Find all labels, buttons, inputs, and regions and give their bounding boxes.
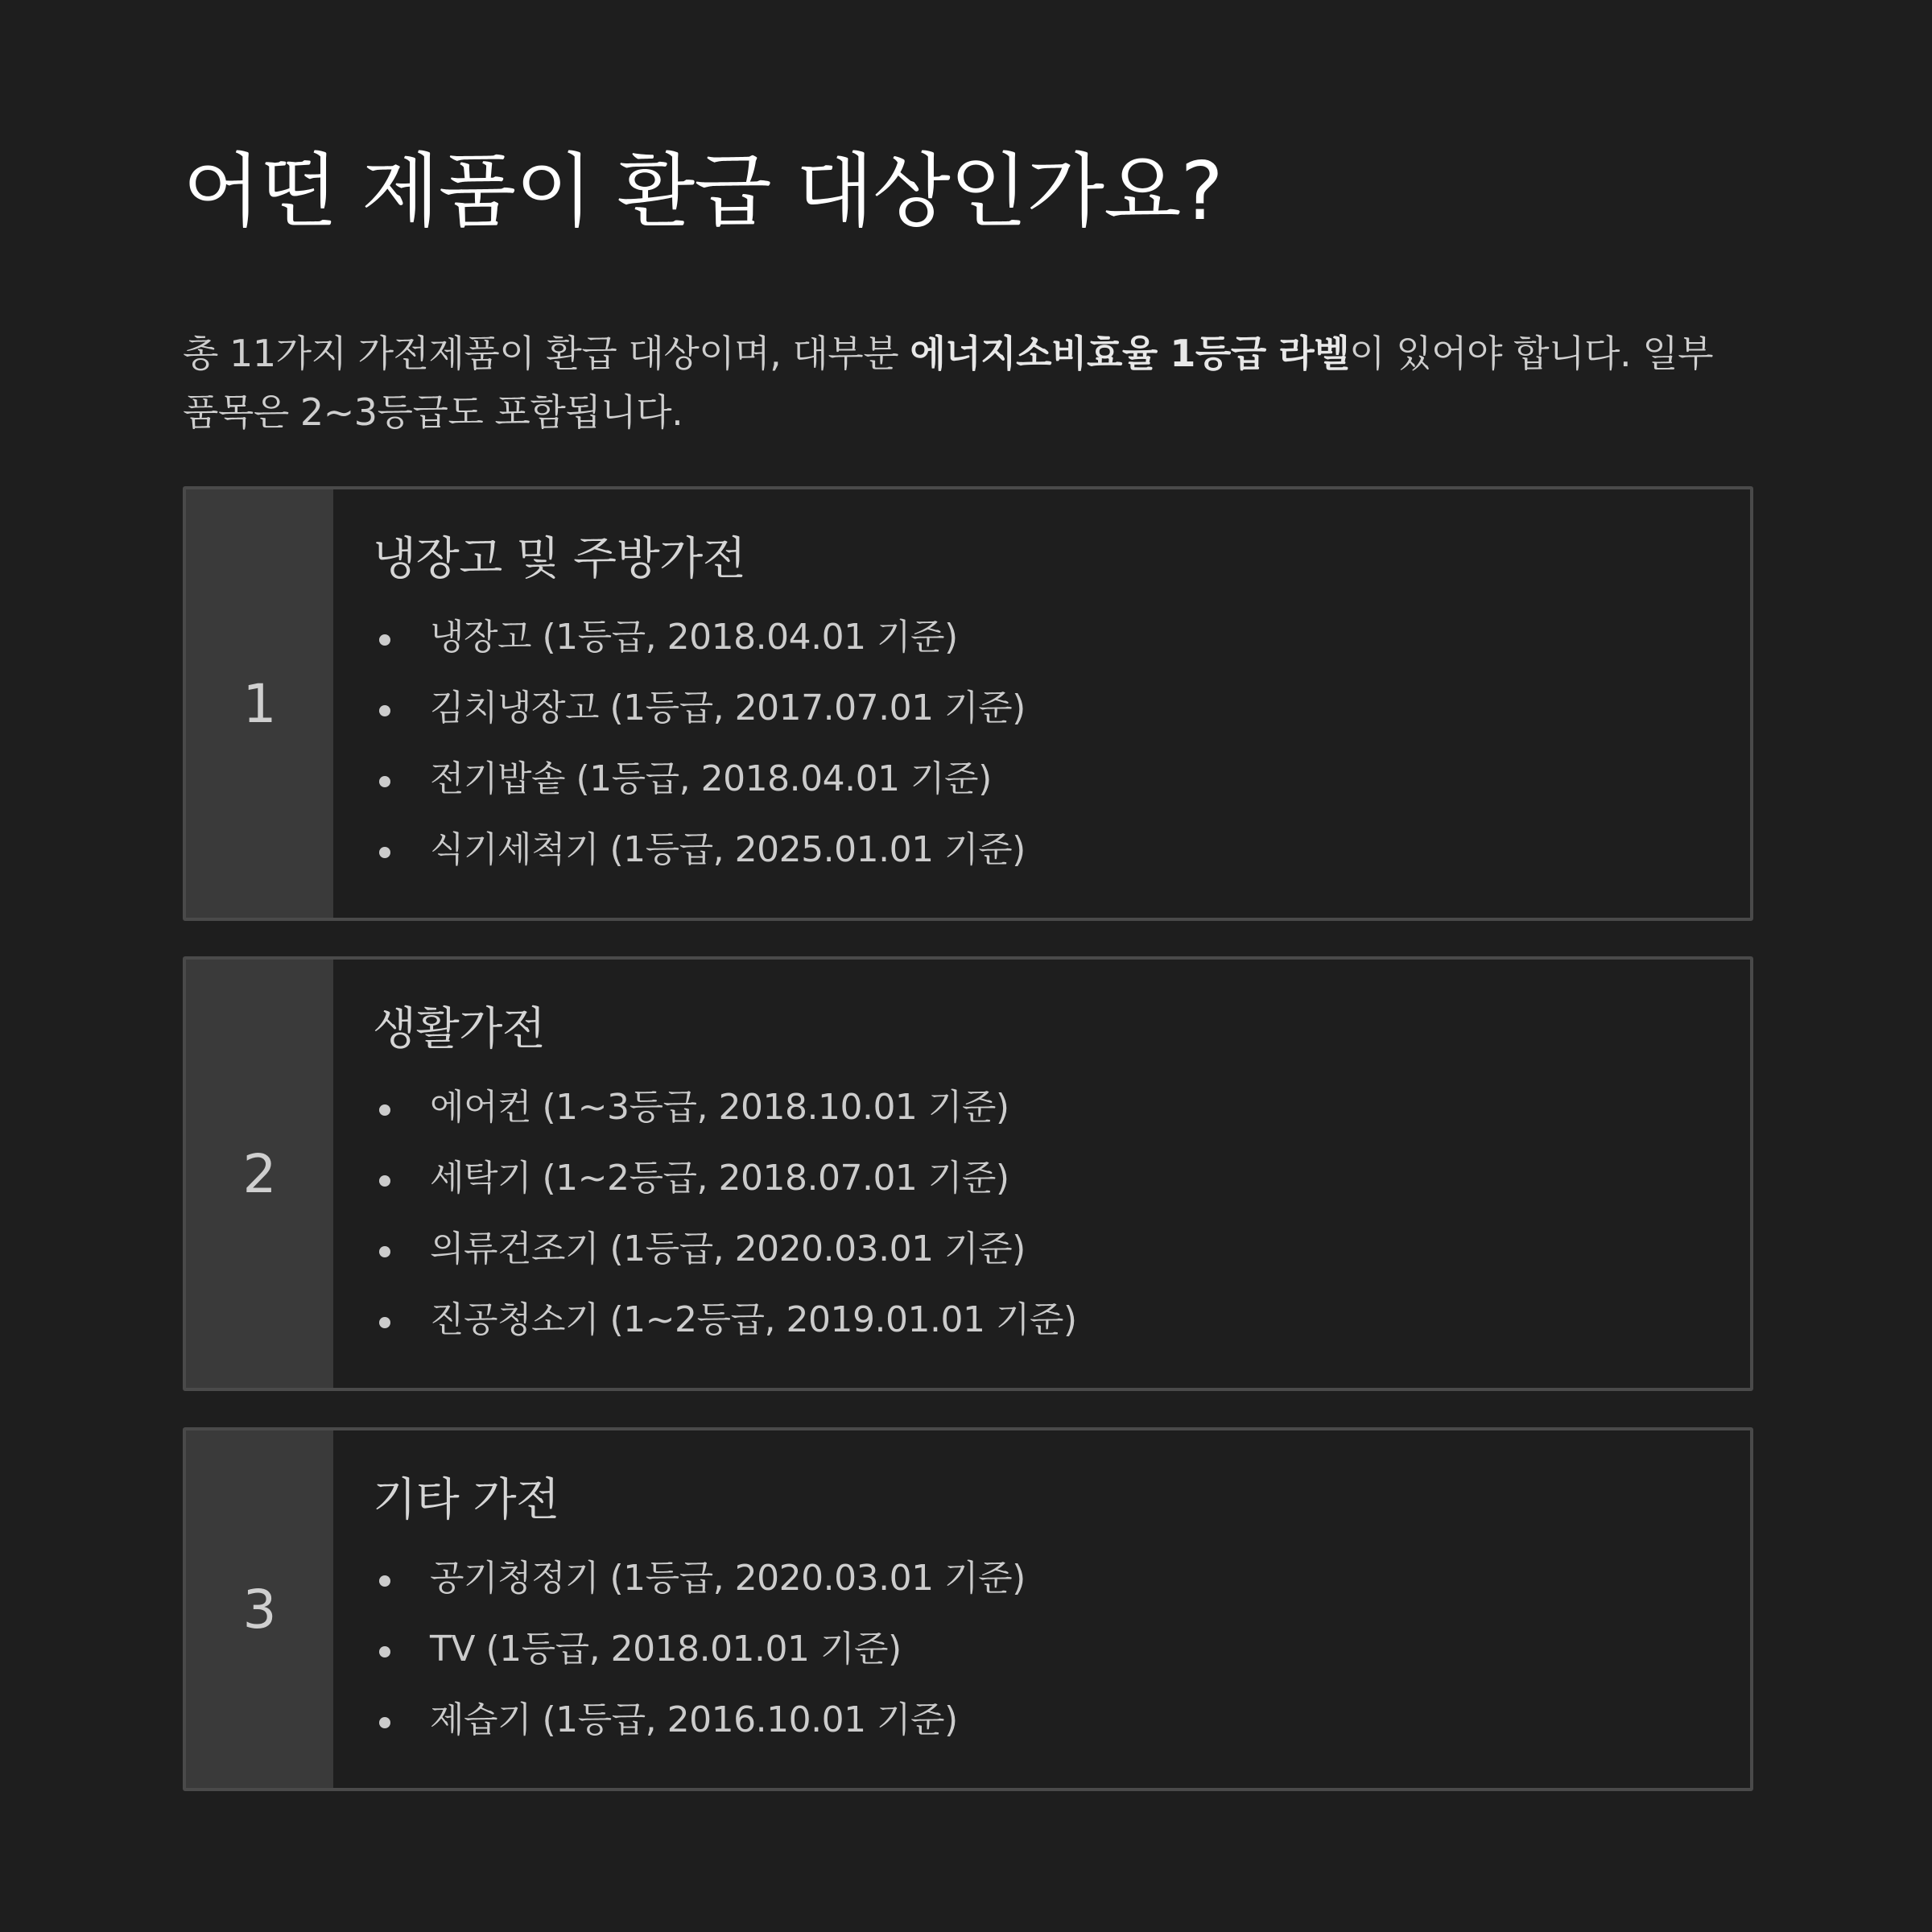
- intro-text: 총 11가지 가전제품이 환급 대상이며, 대부분: [183, 332, 910, 375]
- category-body: [333, 1430, 1750, 1788]
- category-number: 1: [186, 489, 333, 918]
- list-item: 진공청소기 (1~2등급, 2019.01.01 기준): [373, 1285, 1750, 1356]
- category-title: 생활가전: [373, 1003, 546, 1055]
- list-item: 공기청정기 (1등급, 2020.03.01 기준): [373, 1543, 1750, 1614]
- list-item: 전기밥솥 (1등급, 2018.04.01 기준): [373, 744, 1750, 815]
- list-item: 냉장고 (1등급, 2018.04.01 기준): [373, 602, 1750, 673]
- category-item-list: [373, 602, 1750, 886]
- list-item: TV (1등급, 2018.01.01 기준): [373, 1614, 1750, 1685]
- list-item: 김치냉장고 (1등급, 2017.07.01 기준): [373, 673, 1750, 744]
- list-item: 의류건조기 (1등급, 2020.03.01 기준): [373, 1214, 1750, 1285]
- category-body: [333, 489, 1750, 918]
- list-item: 세탁기 (1~2등급, 2018.07.01 기준): [373, 1143, 1750, 1214]
- category-title: 냉장고 및 주방가전: [373, 533, 746, 585]
- intro-highlight: 에너지소비효율 1등급 라벨: [910, 332, 1350, 375]
- category-number: 2: [186, 960, 333, 1388]
- page-title: 어떤 제품이 환급 대상인가요?: [183, 144, 1223, 238]
- intro-paragraph: [183, 324, 1750, 442]
- category-card: [183, 956, 1753, 1391]
- category-card: [183, 486, 1753, 921]
- category-item-list: [373, 1543, 1750, 1756]
- category-number: 3: [186, 1430, 333, 1788]
- category-title: 기타 가전: [373, 1474, 559, 1526]
- list-item: 식기세척기 (1등급, 2025.01.01 기준): [373, 815, 1750, 886]
- category-body: [333, 960, 1750, 1388]
- category-item-list: [373, 1072, 1750, 1356]
- category-card: [183, 1427, 1753, 1791]
- list-item: 제습기 (1등급, 2016.10.01 기준): [373, 1685, 1750, 1756]
- list-item: 에어컨 (1~3등급, 2018.10.01 기준): [373, 1072, 1750, 1143]
- intro-text-rest: 이 있어야 합니다. 일부 품목은 2~3등급도 포함됩니다.: [183, 332, 1714, 434]
